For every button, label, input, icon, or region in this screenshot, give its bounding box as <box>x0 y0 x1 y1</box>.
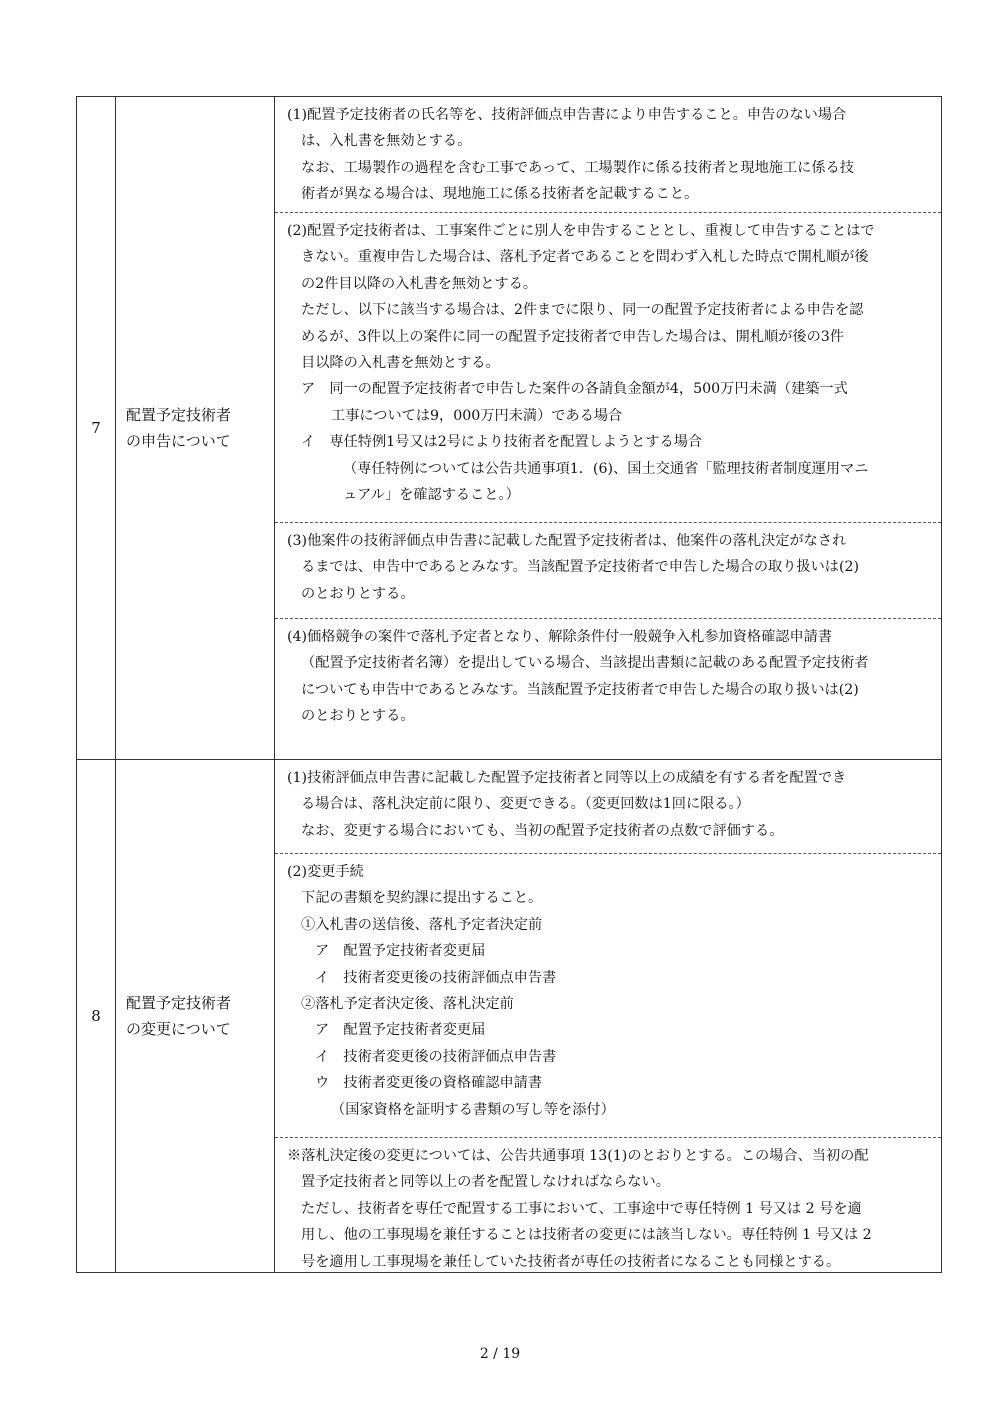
section-row-7 <box>77 97 942 760</box>
text-line: イ 技術者変更後の技術評価点申告書 <box>315 969 557 986</box>
text-line: ※落札決定後の変更については、公告共通事項 13(1)のとおりとする。この場合、当初の配 <box>287 1148 869 1164</box>
clause-8-2 <box>275 854 941 1138</box>
text-line: の2件目以降の入札書を無効とする。 <box>301 275 538 292</box>
text-line: めるが、3件以上の案件に同一の配置予定技術者で申告した場合は、開札順が後の3件 <box>301 328 844 345</box>
text-line: ②落札予定者決定後、落札決定前 <box>301 996 514 1013</box>
section-body <box>275 760 942 1273</box>
text-line: る場合は、落札決定前に限り、変更できる。（変更回数は1回に限る。） <box>301 796 750 813</box>
text-line: 置予定技術者と同等以上の者を配置しなければならない。 <box>301 1174 670 1191</box>
text-line: ウ 技術者変更後の資格確認申請書 <box>315 1075 543 1092</box>
clause-7-1 <box>275 97 941 213</box>
conditions-table <box>76 96 942 1273</box>
text-line: は、入札書を無効とする。 <box>301 133 472 150</box>
text-line: （配置予定技術者名簿）を提出している場合、当該提出書類に記載のある配置予定技術者 <box>301 655 869 672</box>
text-line: （専任特例については公告共通事項1．(6)、国土交通省「監理技術者制度運用マニ <box>343 460 869 477</box>
clause-7-4 <box>275 619 941 759</box>
text-line: （国家資格を証明する書類の写し等を添付） <box>331 1101 615 1118</box>
text-line: (1)技術評価点申告書に記載した配置予定技術者と同等以上の成績を有する者を配置でき <box>287 770 847 786</box>
text-line: 号を適用し工事現場を兼任していた技術者が専任の技術者になることも同様とする。 <box>301 1253 841 1270</box>
text-line: ュアル」を確認すること。） <box>343 487 520 504</box>
clause-7-2 <box>275 213 941 523</box>
text-line: (4)価格競争の案件で落札予定者となり、解除条件付一般競争入札参加資格確認申請書 <box>287 629 833 645</box>
section-body <box>275 97 942 760</box>
text-line: ア 配置予定技術者変更届 <box>315 943 486 960</box>
section-number: 7 <box>77 97 116 760</box>
text-line: (3)他案件の技術評価点申告書に記載した配置予定技術者は、他案件の落札決定がなされ <box>287 533 847 549</box>
section-title <box>116 760 275 1273</box>
text-line: のとおりとする。 <box>301 708 415 725</box>
text-line: なお、工場製作の過程を含む工事であって、工場製作に係る技術者と現地施工に係る技 <box>301 159 854 176</box>
clause-7-3 <box>275 523 941 619</box>
section-title <box>116 97 275 760</box>
text-line: るまでは、申告中であるとみなす。当該配置予定技術者で申告した場合の取り扱いは(2) <box>301 559 860 576</box>
text-line: ア 同一の配置予定技術者で申告した案件の各請負金額が4，500万円未満（建築一式 <box>301 381 848 398</box>
text-line: についても申告中であるとみなす。当該配置予定技術者で申告した場合の取り扱いは(2) <box>301 681 859 698</box>
section-title-line: の変更について <box>126 1020 231 1038</box>
text-line: ア 配置予定技術者変更届 <box>315 1022 486 1039</box>
text-line: ①入札書の送信後、落札予定者決定前 <box>301 916 543 933</box>
text-line: 目以降の入札書を無効とする。 <box>301 355 500 372</box>
text-line: 用し、他の工事現場を兼任することは技術者の変更には該当しない。専任特例 1 号又は 2 <box>301 1227 872 1244</box>
text-line: イ 専任特例1号又は2号により技術者を配置しようとする場合 <box>301 434 703 451</box>
section-title-line: 配置予定技術者 <box>126 994 232 1012</box>
section-title-line: 配置予定技術者 <box>126 406 232 424</box>
section-row-8 <box>77 760 942 1273</box>
text-line: 下記の書類を契約課に提出すること。 <box>301 890 543 907</box>
text-line: (2)変更手続 <box>287 864 364 880</box>
page-number: 2 / 19 <box>479 1346 521 1362</box>
section-title-line: の申告について <box>126 432 231 450</box>
text-line: ただし、技術者を専任で配置する工事において、工事途中で専任特例 1 号又は 2 号を適 <box>301 1200 862 1217</box>
clause-8-1 <box>275 760 941 854</box>
text-line: (1)配置予定技術者の氏名等を、技術評価点申告書により申告すること。申告のない場合 <box>287 107 847 123</box>
text-line: イ 技術者変更後の技術評価点申告書 <box>315 1048 557 1065</box>
text-line: (2)配置予定技術者は、工事案件ごとに別人を申告することとし、重複して申告することはで <box>287 223 875 239</box>
section-number: 8 <box>77 760 116 1273</box>
text-line: きない。重複申告した場合は、落札予定者であることを問わず入札した時点で開札順が後 <box>301 249 869 266</box>
text-line: なお、変更する場合においても、当初の配置予定技術者の点数で評価する。 <box>301 822 784 839</box>
clause-8-note <box>275 1138 941 1272</box>
text-line: 工事については9，000万円未満）である場合 <box>331 407 623 424</box>
text-line: のとおりとする。 <box>301 585 415 602</box>
text-line: ただし、以下に該当する場合は、2件までに限り、同一の配置予定技術者による申告を認 <box>301 302 864 319</box>
text-line: 術者が異なる場合は、現地施工に係る技術者を記載すること。 <box>301 186 699 203</box>
